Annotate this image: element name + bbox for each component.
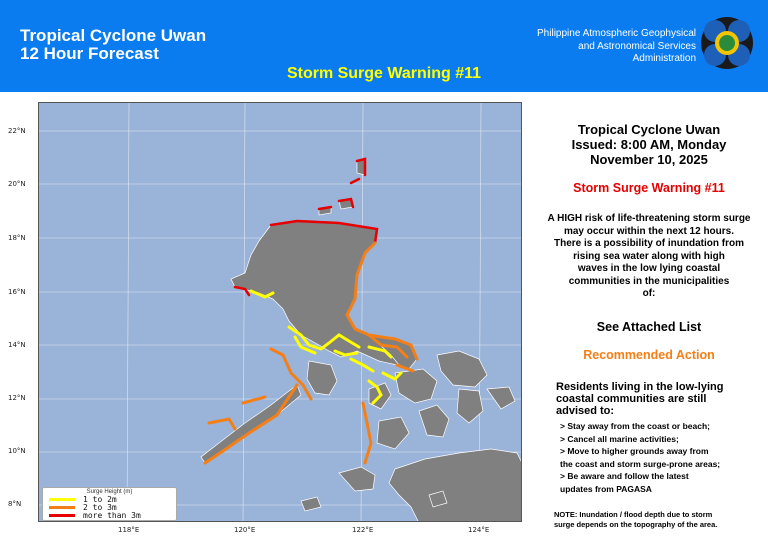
bulletin-header [530,122,768,167]
action-list [560,420,765,495]
residents-line-3: advised to: [556,405,615,417]
note-line-1: NOTE: Inundation / flood depth due to storm [554,510,713,519]
agency-name [456,28,696,66]
risk-line-4: rising sea water along with high [573,250,725,262]
legend-label: more than 3m [83,511,141,520]
lon-label-118: 118°E [118,526,140,534]
legend-title: Surge Height (m) [86,489,133,495]
lat-label-12: 12°N [8,394,26,402]
issued-date: November 10, 2025 [590,152,708,167]
legend-swatch-red [49,514,75,517]
risk-line-6: communities in the municipalities [568,275,730,287]
recommended-action-heading: Recommended Action [583,347,715,362]
bulletin-title: Tropical Cyclone Uwan [577,122,721,137]
forecast-map [38,102,522,522]
inundation-note [554,510,768,530]
lon-label-122: 122°E [352,526,374,534]
lon-label-124: 124°E [468,526,490,534]
issued-time: Issued: 8:00 AM, Monday [571,137,727,152]
action-item-cont: updates from PAGASA [560,483,652,494]
see-attached-list: See Attached List [596,319,702,334]
land-masses [201,159,522,522]
agency-line-3: Administration [632,53,696,64]
risk-line-7: of: [642,288,656,299]
forecast-subtitle: 12 Hour Forecast [20,44,159,63]
legend-item-over-3m [49,511,141,520]
agency-line-2: and Astronomical Services [578,40,696,52]
surge-height-legend [42,487,177,521]
action-item: > Move to higher grounds away from [560,446,709,456]
lat-label-22: 22°N [8,127,26,135]
risk-line-3: There is a possibility of inundation from [553,238,744,249]
lat-label-16: 16°N [8,288,26,296]
legend-swatch-orange [49,506,75,509]
residents-line-2: coastal communities are still [556,393,707,405]
legend-swatch-yellow [49,498,75,501]
lat-label-14: 14°N [8,341,26,349]
legend-label: 2 to 3m [83,503,117,512]
lat-label-8: 8°N [8,500,22,508]
header-warning: Storm Surge Warning #11 [286,65,482,82]
bulletin-panel [530,122,768,362]
map-canvas [39,103,522,522]
lat-label-10: 10°N [8,447,26,455]
action-item-cont: the coast and storm surge-prone areas; [560,458,721,469]
lat-label-20: 20°N [8,180,26,188]
lat-label-18: 18°N [8,234,26,242]
action-item: > Cancel all marine activities; [560,433,679,444]
risk-statement [530,213,768,301]
residents-advisory [556,381,766,417]
risk-line-2: may occur within the next 12 hours. [563,225,735,237]
note-line-2: surge depends on the topography of the area. [554,520,718,529]
bulletin-warning: Storm Surge Warning #11 [573,181,725,195]
residents-line-1: Residents living in the low-lying [556,381,724,393]
risk-line-5: waves in the low lying coastal [577,263,721,274]
header-banner [0,0,768,92]
action-item: > Stay away from the coast or beach; [560,421,710,431]
legend-label: 1 to 2m [83,495,117,504]
pagasa-seal-icon [700,16,754,70]
risk-line-1: A HIGH risk of life-threatening storm surge [547,213,751,224]
action-item: > Be aware and follow the latest [560,471,689,481]
forecast-title: Tropical Cyclone Uwan [20,26,207,45]
lon-label-120: 120°E [234,526,256,534]
agency-line-1: Philippine Atmospheric Geophysical [537,28,696,39]
